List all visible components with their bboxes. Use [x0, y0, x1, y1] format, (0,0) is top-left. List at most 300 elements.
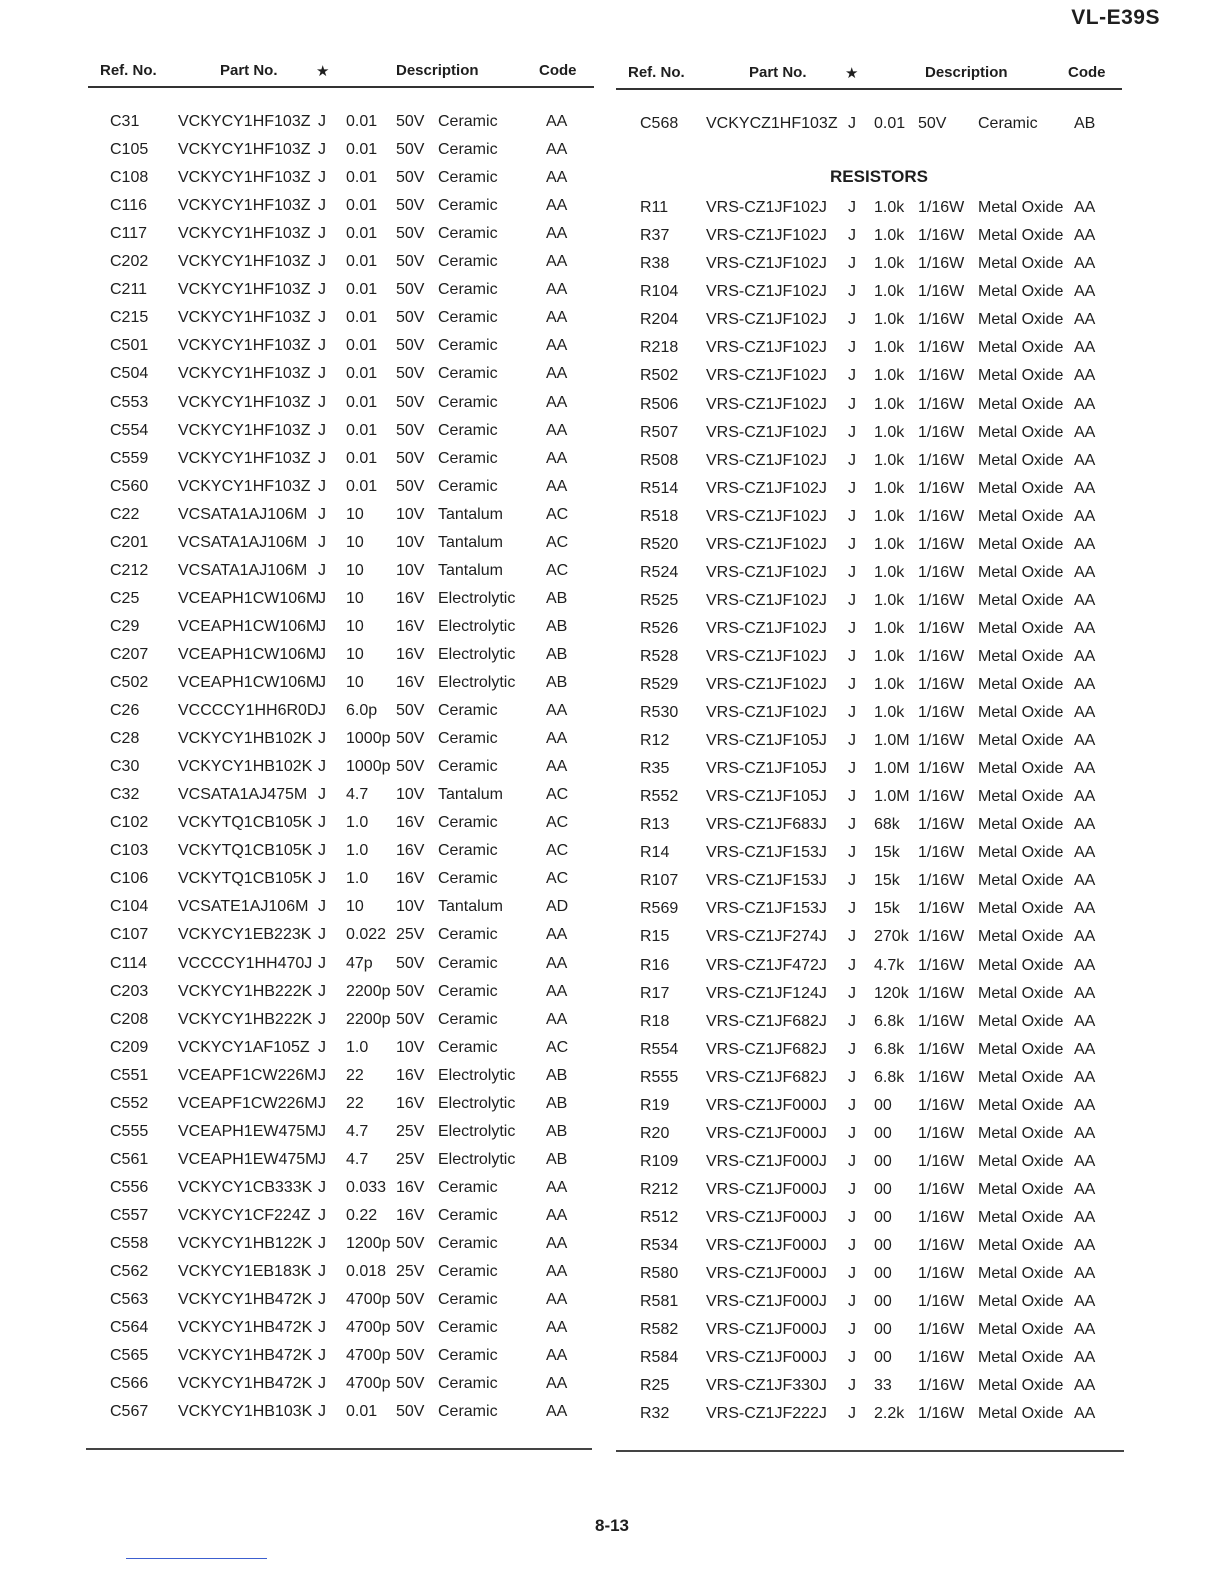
- header-part-no: Part No.: [220, 62, 278, 79]
- cell-rating: 25V: [396, 1263, 425, 1281]
- cell-value: 1000p: [346, 730, 391, 748]
- cell-description: Ceramic: [438, 197, 498, 215]
- cell-rank: J: [318, 1150, 326, 1168]
- cell-ref-no: R569: [640, 900, 679, 918]
- cell-part-no: VRS-CZ1JF153J: [706, 844, 827, 862]
- cell-ref-no: R19: [640, 1096, 670, 1114]
- table-row: [616, 1093, 1122, 1121]
- cell-code: AA: [546, 926, 568, 944]
- table-row: [88, 137, 594, 165]
- cell-ref-no: R507: [640, 423, 679, 441]
- cell-description: Ceramic: [438, 1375, 498, 1393]
- cell-rating: 1/16W: [918, 535, 965, 553]
- table-row: [88, 838, 594, 866]
- cell-value: 22: [346, 1066, 364, 1084]
- cell-rating: 50V: [918, 115, 947, 132]
- table-row: [616, 111, 1122, 139]
- cell-ref-no: R18: [640, 1012, 670, 1030]
- cell-rank: J: [848, 1405, 856, 1423]
- cell-code: AA: [1074, 872, 1096, 890]
- cell-part-no: VRS-CZ1JF102J: [706, 591, 827, 609]
- cell-description: Metal Oxide: [978, 928, 1064, 946]
- cell-description: Ceramic: [438, 1010, 498, 1028]
- cell-rating: 1/16W: [918, 928, 965, 946]
- cell-description: Ceramic: [438, 449, 498, 467]
- cell-part-no: VRS-CZ1JF102J: [706, 283, 827, 301]
- cell-part-no: VCSATA1AJ475M: [178, 786, 308, 804]
- header-description: Description: [396, 62, 479, 79]
- cell-value: 0.022: [346, 926, 387, 944]
- cell-ref-no: R32: [640, 1405, 670, 1423]
- cell-rating: 10V: [396, 1038, 425, 1056]
- cell-value: 10: [346, 505, 364, 523]
- table-row: [616, 448, 1122, 476]
- cell-rank: J: [318, 141, 326, 159]
- table-row: [616, 335, 1122, 363]
- cell-description: Metal Oxide: [978, 535, 1064, 553]
- cell-part-no: VRS-CZ1JF000J: [706, 1180, 827, 1198]
- cell-rating: 16V: [396, 1094, 425, 1112]
- table-row: [88, 1119, 594, 1147]
- cell-ref-no: C208: [110, 1010, 149, 1028]
- cell-ref-no: R506: [640, 395, 679, 413]
- cell-part-no: VCEAPH1CW106M: [178, 589, 320, 607]
- cell-value: 1.0k: [874, 395, 905, 413]
- cell-part-no: VRS-CZ1JF102J: [706, 423, 827, 441]
- cell-rating: 50V: [396, 1235, 425, 1252]
- table-row: [88, 361, 594, 389]
- table-row: [616, 1037, 1122, 1065]
- cell-part-no: VRS-CZ1JF682J: [706, 1068, 827, 1086]
- cell-ref-no: C567: [110, 1403, 149, 1421]
- cell-ref-no: R524: [640, 563, 679, 581]
- cell-value: 1.0k: [874, 423, 905, 441]
- cell-rank: J: [318, 1122, 326, 1140]
- cell-description: Ceramic: [438, 730, 498, 748]
- table-row: [88, 1147, 594, 1175]
- cell-rating: 1/16W: [918, 1377, 965, 1395]
- cell-part-no: VRS-CZ1JF102J: [706, 199, 827, 217]
- cell-ref-no: C501: [110, 337, 149, 355]
- cell-description: Ceramic: [438, 169, 498, 187]
- cell-ref-no: C103: [110, 842, 149, 860]
- cell-description: Ceramic: [438, 309, 498, 327]
- cell-rank: J: [318, 421, 326, 439]
- cell-description: Ceramic: [438, 337, 498, 355]
- cell-rating: 1/16W: [918, 507, 965, 525]
- cell-ref-no: C116: [110, 197, 148, 215]
- cell-ref-no: R580: [640, 1265, 679, 1283]
- cell-value: 4700p: [346, 1291, 391, 1309]
- cell-rank: J: [318, 870, 326, 888]
- cell-rank: J: [318, 1319, 326, 1337]
- cell-part-no: VCSATE1AJ106M: [178, 898, 309, 916]
- cell-value: 1.0k: [874, 339, 905, 357]
- table-row: [616, 223, 1122, 251]
- cell-code: AA: [546, 1178, 568, 1196]
- cell-rating: 16V: [396, 842, 425, 860]
- cell-rank: J: [848, 1208, 856, 1226]
- cell-rating: 50V: [396, 113, 425, 130]
- cell-code: AA: [546, 1263, 568, 1281]
- cell-ref-no: C566: [110, 1375, 149, 1393]
- header-part-no: Part No.: [749, 64, 807, 81]
- cell-code: AB: [546, 1094, 568, 1112]
- cell-ref-no: R13: [640, 816, 670, 834]
- header-ref-no: Ref. No.: [628, 64, 685, 81]
- cell-rating: 16V: [396, 645, 425, 663]
- cell-ref-no: C212: [110, 561, 149, 579]
- cell-value: 4.7: [346, 1150, 369, 1168]
- cell-value: 4700p: [346, 1319, 391, 1337]
- cell-code: AA: [1074, 619, 1096, 637]
- cell-value: 00: [874, 1208, 892, 1226]
- cell-rank: J: [318, 1403, 326, 1421]
- table-row: [616, 616, 1122, 644]
- cell-rank: J: [848, 1124, 856, 1142]
- cell-rating: 1/16W: [918, 283, 965, 301]
- cell-description: Ceramic: [438, 842, 498, 860]
- cell-ref-no: R20: [640, 1124, 670, 1142]
- cell-rank: J: [848, 816, 856, 834]
- cell-code: AA: [546, 1319, 568, 1337]
- cell-rating: 16V: [396, 1178, 425, 1196]
- cell-ref-no: R552: [640, 788, 679, 806]
- cell-ref-no: R25: [640, 1377, 670, 1395]
- cell-ref-no: C22: [110, 505, 140, 523]
- table-row: [88, 894, 594, 922]
- cell-value: 120k: [874, 984, 909, 1002]
- cell-code: AA: [546, 253, 568, 271]
- cell-rank: J: [318, 1375, 326, 1393]
- table-row: [88, 1287, 594, 1315]
- cell-rating: 50V: [396, 393, 425, 411]
- cell-rank: J: [848, 760, 856, 778]
- cell-part-no: VRS-CZ1JF102J: [706, 479, 827, 497]
- cell-description: Ceramic: [438, 1038, 498, 1056]
- cell-part-no: VCKYCY1HF103Z: [178, 393, 311, 411]
- table-row: [88, 277, 594, 305]
- cell-rank: J: [848, 956, 856, 974]
- table-row: [616, 1401, 1122, 1429]
- table-row: [616, 1121, 1122, 1149]
- cell-rank: J: [318, 1038, 326, 1056]
- cell-rank: J: [318, 1291, 326, 1309]
- cell-code: AA: [1074, 451, 1096, 469]
- cell-part-no: VRS-CZ1JF102J: [706, 704, 827, 722]
- cell-ref-no: R525: [640, 591, 679, 609]
- cell-rating: 1/16W: [918, 1321, 965, 1339]
- cell-description: Ceramic: [438, 1347, 498, 1365]
- table-row: [88, 1343, 594, 1371]
- cell-rating: 1/16W: [918, 732, 965, 750]
- cell-description: Metal Oxide: [978, 339, 1064, 357]
- cell-rank: J: [848, 1040, 856, 1058]
- cell-part-no: VCKYCY1HF103Z: [178, 309, 311, 327]
- cell-code: AB: [546, 1122, 568, 1140]
- cell-rank: J: [848, 1068, 856, 1086]
- cell-rank: J: [848, 395, 856, 413]
- cell-ref-no: R584: [640, 1349, 679, 1367]
- cell-description: Tantalum: [438, 561, 503, 579]
- cell-rating: 25V: [396, 926, 425, 944]
- table-row: [88, 193, 594, 221]
- cell-value: 1.0k: [874, 283, 905, 301]
- cell-code: AA: [546, 1206, 568, 1224]
- cell-value: 2200p: [346, 1010, 391, 1028]
- cell-description: Metal Oxide: [978, 676, 1064, 693]
- cell-description: Ceramic: [438, 477, 498, 495]
- cell-rating: 50V: [396, 281, 425, 299]
- cell-description: Ceramic: [438, 702, 498, 720]
- cell-ref-no: C102: [110, 814, 149, 832]
- cell-rating: 50V: [396, 730, 425, 748]
- cell-rank: J: [848, 1321, 856, 1339]
- cell-ref-no: R204: [640, 311, 679, 329]
- cell-ref-no: R107: [640, 872, 679, 890]
- cell-ref-no: C105: [110, 141, 149, 159]
- table-row: [88, 1315, 594, 1343]
- cell-code: AA: [1074, 1096, 1096, 1114]
- cell-code: AA: [1074, 788, 1096, 806]
- cell-code: AA: [546, 1403, 568, 1421]
- header-description: Description: [925, 64, 1008, 81]
- cell-rank: J: [848, 844, 856, 862]
- cell-rating: 1/16W: [918, 788, 965, 806]
- cell-rank: J: [848, 1012, 856, 1030]
- cell-value: 00: [874, 1321, 892, 1339]
- cell-description: Ceramic: [438, 954, 498, 972]
- cell-rank: J: [848, 535, 856, 553]
- table-row: [88, 1063, 594, 1091]
- table-row: [88, 586, 594, 614]
- table-row: [616, 756, 1122, 784]
- table-row: [616, 953, 1122, 981]
- cell-description: Metal Oxide: [978, 872, 1064, 890]
- cell-rank: J: [318, 674, 326, 691]
- cell-rating: 1/16W: [918, 1293, 965, 1311]
- table-row: [88, 109, 594, 137]
- cell-value: 1.0M: [874, 760, 910, 778]
- cell-ref-no: C31: [110, 113, 140, 130]
- cell-ref-no: C561: [110, 1150, 149, 1168]
- cell-code: AC: [546, 870, 569, 888]
- cell-part-no: VRS-CZ1JF102J: [706, 451, 827, 469]
- cell-rating: 1/16W: [918, 1180, 965, 1198]
- cell-description: Metal Oxide: [978, 984, 1064, 1002]
- cell-value: 00: [874, 1096, 892, 1114]
- cell-code: AC: [546, 842, 569, 860]
- cell-code: AA: [1074, 479, 1096, 497]
- cell-description: Ceramic: [438, 1403, 498, 1421]
- table-row: [88, 866, 594, 894]
- cell-code: AA: [546, 393, 568, 411]
- cell-rank: J: [318, 449, 326, 467]
- cell-part-no: VCKYCY1CB333K: [178, 1178, 313, 1196]
- cell-rating: 1/16W: [918, 451, 965, 469]
- cell-code: AA: [546, 758, 568, 776]
- table-row: [616, 1177, 1122, 1205]
- cell-ref-no: C502: [110, 674, 149, 691]
- cell-ref-no: C209: [110, 1038, 149, 1056]
- table-row: [616, 1009, 1122, 1037]
- cell-description: Ceramic: [438, 1319, 498, 1337]
- table-row: [88, 1231, 594, 1259]
- cell-ref-no: C557: [110, 1206, 149, 1224]
- table-row: [616, 1345, 1122, 1373]
- cell-value: 0.01: [346, 113, 378, 130]
- cell-rating: 1/16W: [918, 395, 965, 413]
- cell-code: AA: [1074, 900, 1096, 918]
- cell-description: Ceramic: [438, 281, 498, 299]
- cell-description: Ceramic: [438, 253, 498, 271]
- cell-ref-no: C32: [110, 786, 140, 804]
- cell-ref-no: C203: [110, 982, 149, 1000]
- header-code: Code: [1068, 64, 1106, 81]
- cell-rating: 50V: [396, 1347, 425, 1365]
- cell-rank: J: [848, 732, 856, 750]
- cell-rank: J: [848, 227, 856, 245]
- cell-description: Metal Oxide: [978, 1377, 1064, 1395]
- cell-description: Ceramic: [438, 1263, 498, 1281]
- cell-part-no: VCKYCY1HB472K: [178, 1375, 313, 1393]
- cell-code: AA: [1074, 1405, 1096, 1423]
- cell-part-no: VCKYCY1HB103K: [178, 1403, 313, 1421]
- cell-part-no: VCKYCZ1HF103Z: [706, 115, 838, 132]
- cell-part-no: VCKYCY1HB472K: [178, 1291, 313, 1309]
- cell-description: Metal Oxide: [978, 760, 1064, 778]
- cell-part-no: VRS-CZ1JF105J: [706, 788, 827, 806]
- cell-rank: J: [318, 253, 326, 271]
- cell-rank: J: [318, 505, 326, 523]
- cell-ref-no: C555: [110, 1122, 149, 1140]
- cell-description: Metal Oxide: [978, 451, 1064, 469]
- cell-rating: 1/16W: [918, 844, 965, 862]
- cell-part-no: VCEAPH1CW106M: [178, 617, 320, 635]
- cell-ref-no: C28: [110, 730, 140, 748]
- table-row: [616, 1205, 1122, 1233]
- cell-description: Metal Oxide: [978, 900, 1064, 918]
- cell-ref-no: R16: [640, 956, 670, 974]
- table-row: [88, 446, 594, 474]
- cell-code: AA: [1074, 928, 1096, 946]
- cell-value: 4.7: [346, 1122, 369, 1140]
- cell-ref-no: R528: [640, 647, 679, 665]
- cell-code: AA: [1074, 676, 1096, 693]
- cell-value: 00: [874, 1237, 892, 1254]
- cell-part-no: VRS-CZ1JF472J: [706, 956, 827, 974]
- cell-ref-no: R514: [640, 479, 679, 497]
- cell-rank: J: [318, 309, 326, 327]
- cell-part-no: VRS-CZ1JF102J: [706, 676, 827, 693]
- cell-rating: 1/16W: [918, 1237, 965, 1254]
- cell-part-no: VCKYTQ1CB105K: [178, 870, 313, 888]
- table-header: [616, 60, 1122, 90]
- cell-ref-no: C552: [110, 1094, 149, 1112]
- cell-rank: J: [848, 563, 856, 581]
- cell-code: AA: [546, 730, 568, 748]
- cell-code: AA: [1074, 339, 1096, 357]
- table-row: [616, 1149, 1122, 1177]
- cell-part-no: VRS-CZ1JF682J: [706, 1012, 827, 1030]
- cell-value: 1.0k: [874, 704, 905, 722]
- cell-value: 6.8k: [874, 1012, 905, 1030]
- cell-rating: 1/16W: [918, 311, 965, 329]
- cell-part-no: VCKYCY1EB183K: [178, 1263, 312, 1281]
- cell-part-no: VCKYCY1HF103Z: [178, 225, 311, 243]
- table-row: [88, 922, 594, 950]
- cell-rating: 1/16W: [918, 199, 965, 217]
- cell-code: AB: [546, 674, 568, 691]
- cell-ref-no: R530: [640, 704, 679, 722]
- cell-value: 1.0M: [874, 788, 910, 806]
- cell-part-no: VRS-CZ1JF153J: [706, 872, 827, 890]
- cell-rating: 50V: [396, 1319, 425, 1337]
- cell-value: 10: [346, 898, 364, 916]
- cell-part-no: VCEAPH1EW475M: [178, 1150, 319, 1168]
- cell-code: AB: [1074, 115, 1096, 132]
- cell-rank: J: [848, 619, 856, 637]
- cell-rank: J: [318, 898, 326, 916]
- cell-rank: J: [848, 1237, 856, 1254]
- cell-ref-no: C202: [110, 253, 149, 271]
- cell-rank: J: [848, 199, 856, 217]
- cell-description: Electrolytic: [438, 645, 516, 663]
- cell-rank: J: [848, 115, 856, 132]
- table-row: [88, 642, 594, 670]
- cell-part-no: VCEAPH1CW106M: [178, 674, 320, 691]
- cell-description: Electrolytic: [438, 1122, 516, 1140]
- cell-rating: 16V: [396, 814, 425, 832]
- table-row: [616, 840, 1122, 868]
- cell-value: 270k: [874, 928, 909, 946]
- cell-ref-no: R520: [640, 535, 679, 553]
- cell-description: Metal Oxide: [978, 227, 1064, 245]
- cell-ref-no: R518: [640, 507, 679, 525]
- cell-description: Metal Oxide: [978, 563, 1064, 581]
- cell-part-no: VRS-CZ1JF000J: [706, 1293, 827, 1311]
- cell-part-no: VRS-CZ1JF102J: [706, 563, 827, 581]
- cell-part-no: VRS-CZ1JF682J: [706, 1040, 827, 1058]
- table-row: [616, 307, 1122, 335]
- cell-code: AA: [546, 225, 568, 243]
- cell-rank: J: [318, 1263, 326, 1281]
- cell-code: AA: [1074, 227, 1096, 245]
- table-row: [616, 476, 1122, 504]
- table-row: [616, 644, 1122, 672]
- table-row: [88, 1399, 594, 1427]
- cell-part-no: VCCCCY1HH6R0D: [178, 702, 319, 720]
- cell-value: 2.2k: [874, 1405, 905, 1423]
- cell-rank: J: [318, 533, 326, 551]
- cell-ref-no: C106: [110, 870, 149, 888]
- cell-rating: 1/16W: [918, 872, 965, 890]
- cell-rank: J: [318, 1235, 326, 1252]
- cell-part-no: VCKYCY1HF103Z: [178, 281, 311, 299]
- cell-rating: 50V: [396, 421, 425, 439]
- cell-part-no: VCCCCY1HH470J: [178, 954, 313, 972]
- cell-rating: 1/16W: [918, 1152, 965, 1170]
- cell-ref-no: C553: [110, 393, 149, 411]
- table-row: [616, 279, 1122, 307]
- cell-code: AA: [546, 281, 568, 299]
- cell-part-no: VRS-CZ1JF683J: [706, 816, 827, 834]
- cell-code: AB: [546, 617, 568, 635]
- cell-part-no: VRS-CZ1JF000J: [706, 1208, 827, 1226]
- cell-description: Metal Oxide: [978, 1208, 1064, 1226]
- cell-part-no: VCKYCY1HF103Z: [178, 449, 311, 467]
- cell-rank: J: [848, 339, 856, 357]
